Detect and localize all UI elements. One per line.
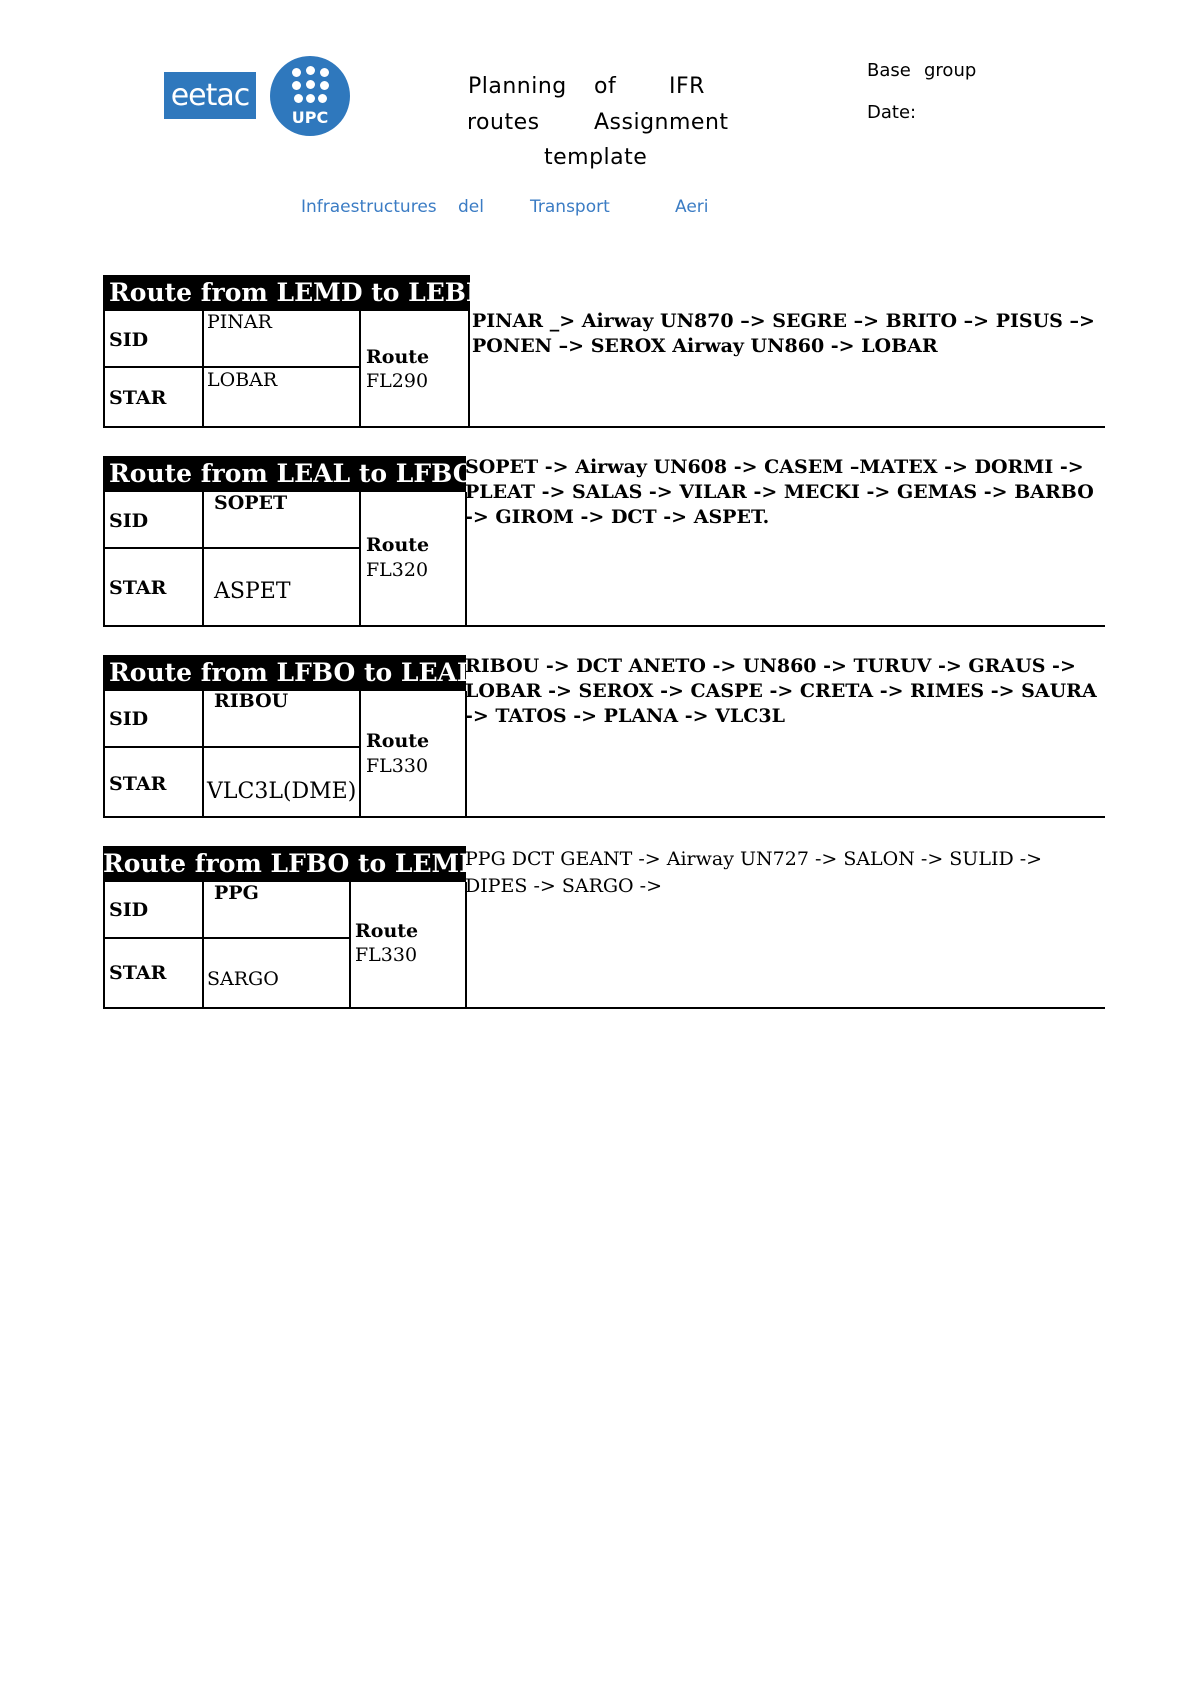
title-word: routes [467,110,540,135]
sid-value: RIBOU [214,690,289,712]
sid-value: SOPET [214,492,288,514]
divider [465,625,1105,627]
title-word: of [594,74,617,99]
route-description: RIBOU -> DCT ANETO -> UN860 -> TURUV -> GRAUS -> LOBAR -> SEROX -> CASPE -> CRETA -> RIMES -> SAURA -> TATOS -> PLANA -> VLC3L [465,655,1097,727]
subtitle-word: Infraestructures [301,197,437,217]
star-label: STAR [109,773,167,795]
route-fl: FL320 [366,559,429,581]
star-label: STAR [109,962,167,984]
route-label: Route [366,346,430,368]
divider [465,1007,1105,1009]
group-label: group [924,60,977,81]
star-label: STAR [109,387,167,409]
base-label: Base [867,60,911,81]
divider [465,816,1105,818]
star-value: SARGO [207,968,279,990]
route-table [103,691,467,818]
route-fl: FL330 [366,755,429,777]
route-fl: FL290 [366,370,429,392]
title-word: Assignment [594,110,729,135]
route-table [103,882,467,1009]
sid-value: PPG [214,882,259,904]
route-table [103,492,467,627]
route-label: Route [366,534,430,556]
date-label: Date: [867,102,917,123]
route-title: Route from LEMD to LEBL [103,275,470,311]
sid-label: SID [109,899,149,921]
star-value: LOBAR [207,369,278,391]
subtitle-word: del [458,197,484,217]
subtitle-word: Aeri [675,197,709,217]
eetac-logo: eetac [164,72,256,119]
star-label: STAR [109,577,167,599]
route-title: Route from LFBO to LEAL [103,655,466,691]
sid-label: SID [109,510,149,532]
route-label: Route [366,730,430,752]
sid-label: SID [109,329,149,351]
star-value: ASPET [214,579,291,604]
subtitle-word: Transport [530,197,610,217]
route-table [103,311,470,428]
route-title: Route from LEAL to LFBO [103,456,466,492]
upc-logo-text: UPC [291,108,329,127]
divider [468,426,1105,428]
route-title: Route from LFBO to LEMH [103,846,466,882]
title-word: template [544,145,648,170]
sid-value: PINAR [207,311,272,333]
sid-label: SID [109,708,149,730]
route-description: PPG DCT GEANT -> Airway UN727 -> SALON -> SULID -> DIPES -> SARGO -> [465,848,1043,897]
route-description: PINAR _> Airway UN870 –> SEGRE –> BRITO –> PISUS –> PONEN –> SEROX Airway UN860 -> LOBAR [472,310,1095,357]
route-description: SOPET -> Airway UN608 -> CASEM –MATEX -> DORMI -> PLEAT -> SALAS -> VILAR -> MECKI -> GEMAS -> BARBO -> GIROM -> DCT -> ASPET. [465,456,1094,528]
route-label: Route [355,920,419,942]
title-word: Planning [468,74,567,99]
route-fl: FL330 [355,944,418,966]
upc-logo [270,56,350,136]
title-word: IFR [669,74,705,99]
star-value: VLC3L(DME) [207,779,357,804]
